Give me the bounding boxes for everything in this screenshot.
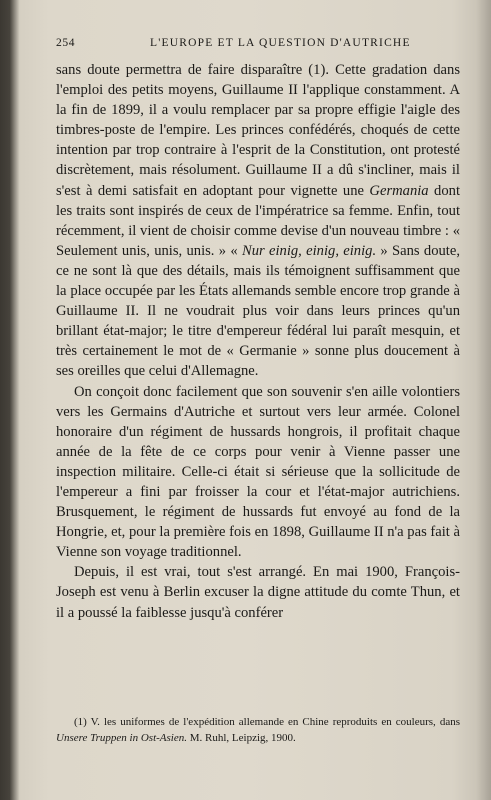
paragraph-1-text-a: sans doute permettra de faire disparaître (1). Cette gradation dans l'emploi des petits moyens, Guillaume II l'applique constamment. A la fin de 1899, il a voulu remplacer par sa propre effigie l'aigle des timbres-poste de l'empire. Les princes confédérés, choqués de cette intention par trop contraire à l'esprit de la Constitution, ont protesté discrètement, mais résolument. Guillaume II a dû s'incliner, mais il s'est à demi satisfait en adoptant pour vignette une (56, 62, 460, 199)
paragraph-1-text-b: dont les traits sont inspirés de ceux de l'impératrice sa femme. Enfin, tout récemment, il vient de choisir comme devise d'un nouveau timbre : « Seulement unis, unis, unis. » « (56, 182, 460, 259)
paragraph-1 (56, 60, 460, 382)
footnote-text-b: M. Ruhl, Leipzig, 1900. (186, 732, 296, 744)
paragraph-2: On conçoit donc facilement que son souvenir s'en aille volontiers vers les Germains d'Autriche et surtout vers leur armée. Colonel honoraire d'un régiment de hussards hongrois, il profitait chaque année de la fête de ce corps pour venir à Vienne passer une inspection militaire. Celle-ci était si sérieuse que la sollicitude de l'empereur a fini par froisser la cour et l'état-major autrichiens. Brusquement, le régiment de hussards fut envoyé au fond de la Hongrie, et, pour la première fois en 1898, Guillaume II n'a pas fait à Vienne son voyage traditionnel. (56, 383, 460, 561)
footnote-text-a: (1) V. les uniformes de l'expédition allemande en Chine reproduits en couleurs, dans (74, 716, 460, 728)
footnote-italic-title: Unsere Truppen in Ost-Asien. (56, 732, 187, 744)
paragraph-3: Depuis, il est vrai, tout s'est arrangé. En mai 1900, François-Joseph est venu à Berlin excuser la digne attitude du comte Thun, et il a poussé la faiblesse jusqu'à conférer (56, 564, 460, 621)
book-page (26, 34, 466, 764)
paragraph-1-italic-germania: Germania (369, 182, 429, 199)
page-number: 254 (56, 37, 76, 49)
footnote (56, 714, 460, 746)
running-title: L'EUROPE ET LA QUESTION D'AUTRICHE (150, 37, 411, 49)
paragraph-1-text-c: » Sans doute, ce ne sont là que des détails, mais ils témoignent suffisamment que la place occupée par les États allemands semble encore trop grande à Guillaume II. Il ne voudrait plus voir dans leurs princes qu'un brillant état-major; le titre d'empereur fédéral lui paraît mesquin, et très certainement le mot de « Germanie » sonne plus doucement à ses oreilles que celui d'Allemagne. (56, 242, 460, 380)
running-header (26, 34, 466, 54)
body-text (56, 60, 460, 623)
paragraph-1-italic-motto: Nur einig, einig, einig. (241, 242, 377, 259)
